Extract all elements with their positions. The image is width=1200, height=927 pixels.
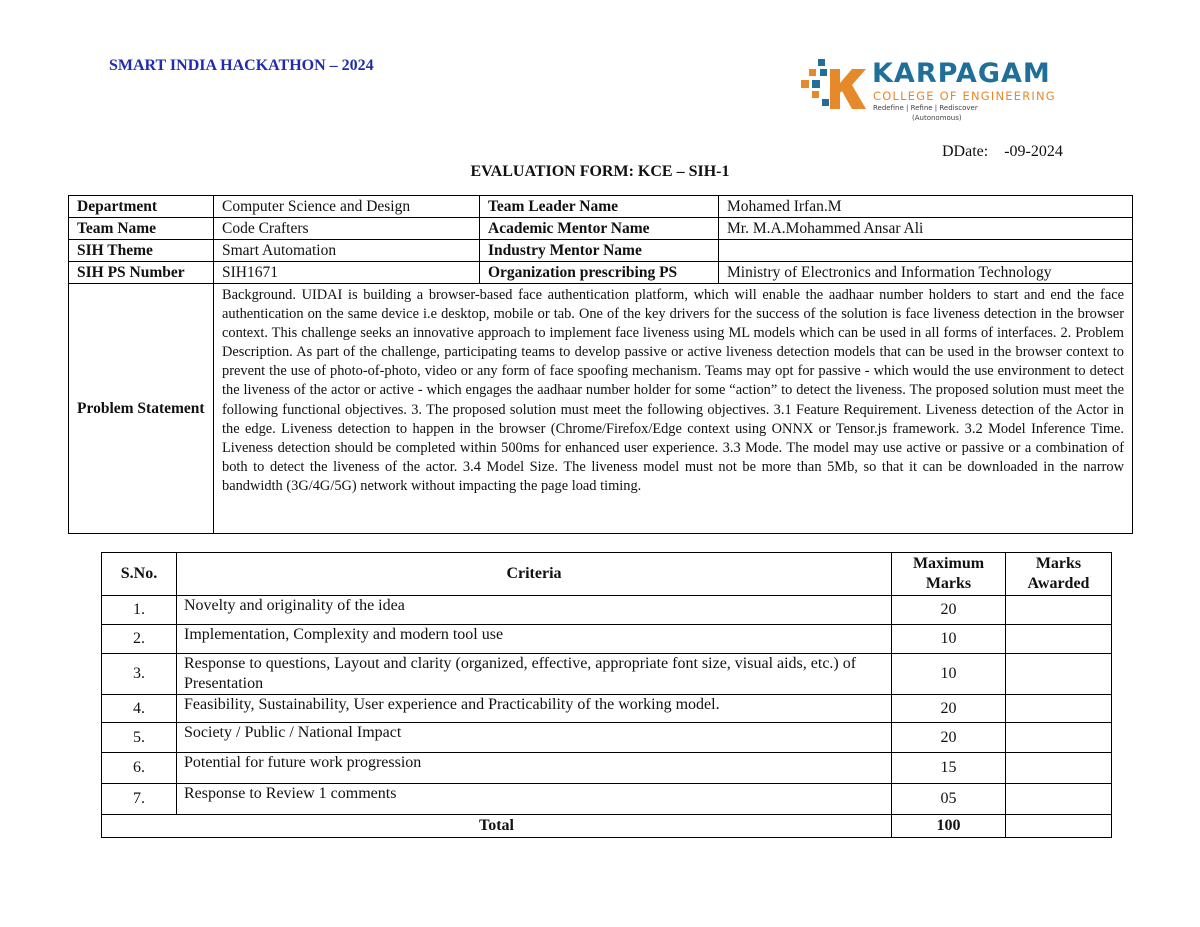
date-label: DDate: [942,143,989,160]
criteria-marks-awarded-field[interactable] [1006,753,1112,784]
problem-statement-label: Problem Statement [69,284,214,534]
team-leader-value: Mohamed Irfan.M [719,196,1133,218]
criteria-number: 6. [102,753,177,784]
table-row [102,723,1112,753]
evaluation-criteria-table [101,552,1112,838]
date-value: -09-2024 [1004,143,1063,160]
column-header-sno: S.No. [102,553,177,596]
column-header-marks-awarded: Marks Awarded [1006,553,1112,596]
organization-label: Organization prescribing PS [480,262,719,284]
academic-mentor-value: Mr. M.A.Mohammed Ansar Ali [719,218,1133,240]
criteria-marks-awarded-field[interactable] [1006,695,1112,723]
college-logo-name: KARPAGAM [872,58,1051,89]
criteria-text: Society / Public / National Impact [177,723,892,753]
criteria-marks-awarded-field[interactable] [1006,784,1112,815]
criteria-max-marks: 10 [892,625,1006,654]
team-leader-label: Team Leader Name [480,196,719,218]
criteria-max-marks: 10 [892,654,1006,695]
criteria-text: Potential for future work progression [177,753,892,784]
criteria-max-marks: 05 [892,784,1006,815]
theme-label: SIH Theme [69,240,214,262]
total-marks-awarded-field[interactable] [1006,815,1112,838]
theme-value: Smart Automation [214,240,480,262]
date-line [942,143,1063,161]
table-row [102,654,1112,695]
table-row [69,284,1133,534]
department-value: Computer Science and Design [214,196,480,218]
total-row [102,815,1112,838]
total-label: Total [102,815,892,838]
team-info-table [68,195,1133,534]
table-row [102,753,1112,784]
industry-mentor-value [719,240,1133,262]
criteria-text: Novelty and originality of the idea [177,596,892,625]
table-row [102,625,1112,654]
college-logo-subtitle: COLLEGE OF ENGINEERING [873,89,1056,103]
college-logo-status: (Autonomous) [912,114,962,122]
criteria-max-marks: 20 [892,723,1006,753]
form-title: EVALUATION FORM: KCE – SIH-1 [470,163,730,180]
ps-number-value: SIH1671 [214,262,480,284]
criteria-number: 2. [102,625,177,654]
criteria-text: Feasibility, Sustainability, User experience and Practicability of the working model. [177,695,892,723]
criteria-text: Response to questions, Layout and clarity (organized, effective, appropriate font size, visual aids, etc.) of Presentation [177,654,892,695]
criteria-marks-awarded-field[interactable] [1006,723,1112,753]
ps-number-label: SIH PS Number [69,262,214,284]
criteria-max-marks: 15 [892,753,1006,784]
table-row [102,596,1112,625]
criteria-number: 7. [102,784,177,815]
college-logo [800,57,1100,127]
criteria-number: 1. [102,596,177,625]
criteria-number: 5. [102,723,177,753]
college-logo-tagline: Redefine | Refine | Rediscover [873,104,978,112]
table-row [69,240,1133,262]
criteria-text: Implementation, Complexity and modern tool use [177,625,892,654]
criteria-marks-awarded-field[interactable] [1006,654,1112,695]
problem-statement-text: Background. UIDAI is building a browser-based face authentication platform, which will enable the aadhaar number holders to start and end the face authentication on the same device i.e desktop, mobile or tab. One of the key drivers for the success of the solution is face liveness detection in the browser context. This challenge seeks an innovative approach to implement face liveness using ML models which can be used in all forms of interfaces. 2. Problem Description. As part of the challenge, participating teams to develop passive or active liveness detection models that can be used in the browser context to prevent the use of photo-of-photo, video or any form of face spoofing mechanism. Teams may opt for passive - which would the use environment to detect the liveness of the actor or active - which engages the aadhaar number holder for some “action” to detect the liveness. The proposed solution must meet the following functional objectives. 3. The proposed solution must meet the following objectives. 3.1 Feature Requirement. Liveness detection of the Actor in the edge. Liveness detection to happen in the browser (Chrome/Firefox/Edge context using ONNX or Tensor.js framework. 3.2 Model Inference Time. Liveness detection should be completed within 500ms for enhanced user experience. 3.3 Mode. The model may use active or passive or a combination of both to detect the liveness of the actor. 3.4 Model Size. The liveness model must not be more than 5Mb, so that it can be downloaded in the narrow bandwidth (3G/4G/5G) network without impacting the page load timing. [214,284,1133,534]
table-header-row [102,553,1112,596]
column-header-criteria: Criteria [177,553,892,596]
table-row [102,784,1112,815]
column-header-max-marks: Maximum Marks [892,553,1006,596]
industry-mentor-label: Industry Mentor Name [480,240,719,262]
criteria-marks-awarded-field[interactable] [1006,625,1112,654]
criteria-number: 4. [102,695,177,723]
hackathon-title: SMART INDIA HACKATHON – 2024 [109,57,374,74]
criteria-max-marks: 20 [892,596,1006,625]
total-max-marks: 100 [892,815,1006,838]
table-row [69,262,1133,284]
table-row [69,218,1133,240]
table-row [102,695,1112,723]
criteria-text: Response to Review 1 comments [177,784,892,815]
criteria-max-marks: 20 [892,695,1006,723]
team-name-label: Team Name [69,218,214,240]
criteria-marks-awarded-field[interactable] [1006,596,1112,625]
department-label: Department [69,196,214,218]
organization-value: Ministry of Electronics and Information Technology [719,262,1133,284]
criteria-number: 3. [102,654,177,695]
college-logo-mark-icon [800,57,870,117]
academic-mentor-label: Academic Mentor Name [480,218,719,240]
team-name-value: Code Crafters [214,218,480,240]
table-row [69,196,1133,218]
